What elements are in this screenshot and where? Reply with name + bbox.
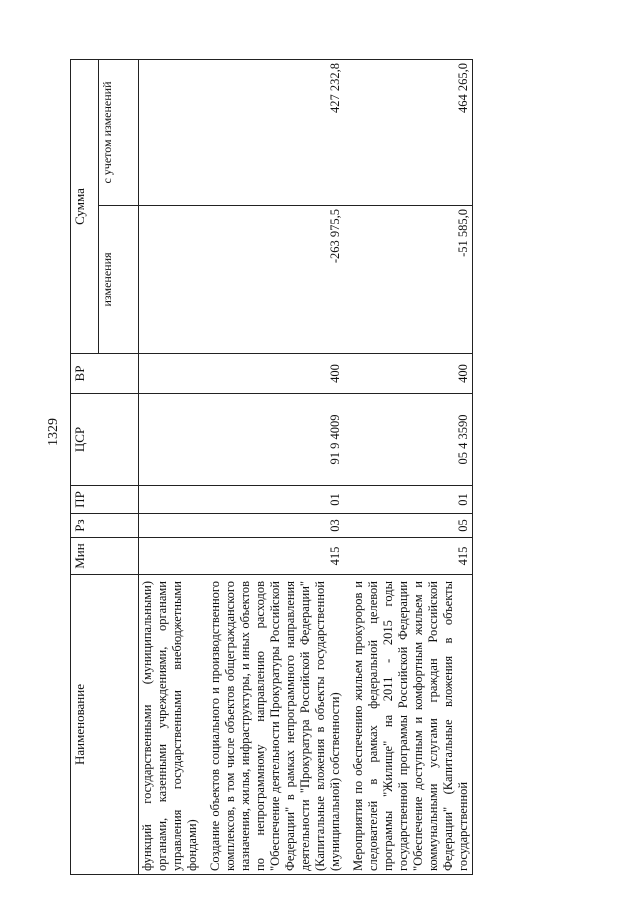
budget-table (70, 59, 473, 875)
table-row (207, 60, 344, 875)
header-csr: ЦСР (71, 394, 139, 486)
row-min: 415 (350, 538, 473, 575)
row-name: функций государственными (муниципальными) органами, казенными учреждениями, органами управления государственными внебюджетными фондами) (139, 575, 202, 875)
row-vr: 400 (207, 354, 344, 394)
header-min: Мин (71, 538, 139, 575)
row-total: 427 232,8 (207, 60, 344, 206)
row-change (139, 206, 202, 354)
row-total: 464 265,0 (350, 60, 473, 206)
row-vr: 400 (350, 354, 473, 394)
row-change: -51 585,0 (350, 206, 473, 354)
header-vr: ВР (71, 354, 139, 394)
row-change: -263 975,5 (207, 206, 344, 354)
row-rz: 05 (350, 514, 473, 538)
row-min: 415 (207, 538, 344, 575)
row-name: Создание объектов социального и производственного комплексов, в том числе объектов общегражданского назначения, жилья, инфраструктуры, и иных объектов по непрограммному направлению расходов "Обеспечение деятельности Прокуратуры Российской Федерации" в рамках непрограммного направления деятельности "Прокуратура Российской Федерации" (Капитальные вложения в объекты государственной (муниципальной) собственности) (207, 575, 344, 875)
header-change: изменения (99, 206, 139, 354)
table-row (139, 60, 202, 875)
header-pr: ПР (71, 486, 139, 514)
budget-table-container (70, 60, 615, 875)
page-number: 1329 (46, 418, 61, 446)
row-rz: 03 (207, 514, 344, 538)
header-rz: Рз (71, 514, 139, 538)
row-min (139, 538, 202, 575)
row-total (139, 60, 202, 206)
row-csr: 91 9 4009 (207, 394, 344, 486)
row-name: Мероприятия по обеспечению жильем прокуроров и следователей в рамках федеральной целевой программы "Жилище" на 2011 - 2015 годы государственной программы Российской Федерации "Обеспечение доступным и комфортным жильем и коммунальными услугами граждан Российской Федерации" (Капитальные вложения в объекты государственной (350, 575, 473, 875)
row-vr (139, 354, 202, 394)
row-pr (139, 486, 202, 514)
row-pr: 01 (350, 486, 473, 514)
row-rz (139, 514, 202, 538)
header-name: Наименование (71, 575, 139, 875)
header-with-changes: с учетом изменений (99, 60, 139, 206)
row-csr: 05 4 3590 (350, 394, 473, 486)
header-sum: Сумма (71, 60, 99, 354)
row-pr: 01 (207, 486, 344, 514)
row-csr (139, 394, 202, 486)
table-row (350, 60, 473, 875)
